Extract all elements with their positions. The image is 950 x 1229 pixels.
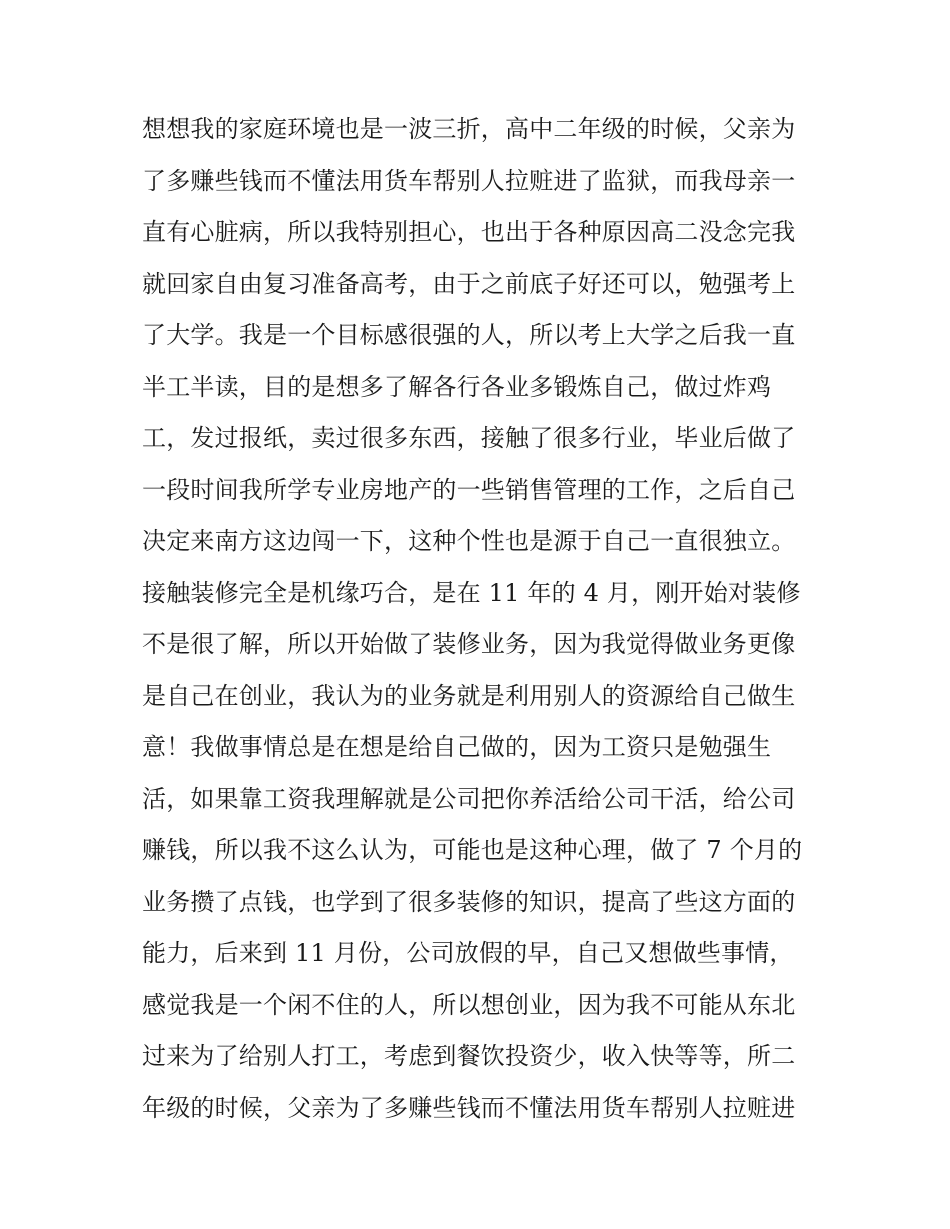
text-line: 想想我的家庭环境也是一波三折，高中二年级的时候，父亲为	[142, 115, 796, 143]
text-line: 半工半读，目的是想多了解各行各业多锻炼自己，做过炸鸡	[142, 372, 772, 401]
text-line: 决定来南方这边闯一下，这种个性也是源于自己一直很独立。	[142, 527, 796, 555]
text-line: 就回家自由复习准备高考，由于之前底子好还可以，勉强考上	[142, 269, 796, 298]
text-line: 业务攒了点钱，也学到了很多装修的知识，提高了些这方面的	[142, 887, 796, 916]
text-line: 意！我做事情总是在想是给自己做的，因为工资只是勉强生	[142, 733, 772, 761]
text-line: 一段时间我所学专业房地产的一些销售管理的工作，之后自己	[142, 475, 796, 504]
text-line: 了大学。我是一个目标感很强的人，所以考上大学之后我一直	[142, 321, 796, 349]
text-line: 感觉我是一个闲不住的人，所以想创业，因为我不可能从东北	[142, 990, 796, 1019]
text-line: 活，如果靠工资我理解就是公司把你养活给公司干活，给公司	[142, 784, 796, 813]
text-line: 直有心脏病，所以我特别担心，也出于各种原因高二没念完我	[142, 218, 796, 246]
text-line: 是自己在创业，我认为的业务就是利用别人的资源给自己做生	[142, 681, 796, 710]
body-text	[142, 104, 832, 1134]
text-line: 接触装修完全是机缘巧合，是在 11 年的 4 月，刚开始对装修	[142, 578, 801, 607]
text-line: 能力，后来到 11 月份，公司放假的早，自己又想做些事情，	[142, 939, 794, 967]
text-line: 了多赚些钱而不懂法用货车帮别人拉赃进了监狱，而我母亲一	[142, 166, 796, 195]
text-line: 年级的时候，父亲为了多赚些钱而不懂法用货车帮别人拉赃进	[142, 1093, 796, 1122]
text-line: 工，发过报纸，卖过很多东西，接触了很多行业，毕业后做了	[142, 424, 796, 452]
text-line: 赚钱，所以我不这么认为，可能也是这种心理，做了 7 个月的	[142, 836, 803, 864]
text-line: 过来为了给别人打工，考虑到餐饮投资少，收入快等等，所二	[142, 1042, 796, 1070]
text-line: 不是很了解，所以开始做了装修业务，因为我觉得做业务更像	[142, 630, 796, 658]
